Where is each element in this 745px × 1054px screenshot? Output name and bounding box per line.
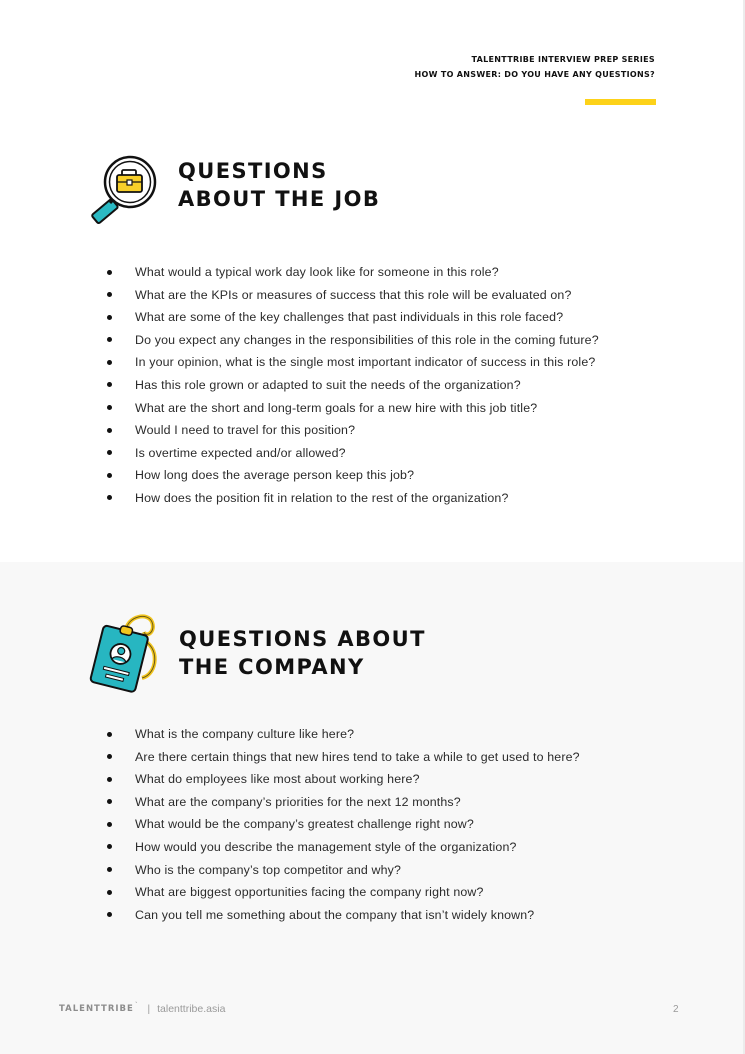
bullet-icon	[107, 799, 112, 804]
bullet-icon	[107, 337, 112, 342]
list-item: What are the short and long-term goals for a new hire with this job title?	[104, 397, 599, 420]
list-item: Who is the company’s top competitor and why?	[104, 859, 580, 882]
list-item: Has this role grown or adapted to suit the needs of the organization?	[104, 374, 599, 397]
list-item: How long does the average person keep this job?	[104, 464, 599, 487]
list-item: In your opinion, what is the single most important indicator of success in this role?	[104, 351, 599, 374]
list-item: What are the company’s priorities for the next 12 months?	[104, 791, 580, 814]
list-item: What are the KPIs or measures of success that this role will be evaluated on?	[104, 284, 599, 307]
bullet-icon	[107, 912, 112, 917]
bullet-icon	[107, 405, 112, 410]
id-badge-icon	[86, 612, 160, 694]
bullet-icon	[107, 777, 112, 782]
logo-tick-icon: ˋ	[134, 1000, 138, 1010]
list-item: What are some of the key challenges that past individuals in this role faced?	[104, 306, 599, 329]
list-item: What is the company culture like here?	[104, 723, 580, 746]
bullet-icon	[107, 473, 112, 478]
page-number: 2	[673, 1004, 679, 1015]
bullet-icon	[107, 450, 112, 455]
bullet-icon	[107, 270, 112, 275]
document-header	[415, 52, 655, 82]
bullet-icon	[107, 315, 112, 320]
list-item: What are biggest opportunities facing the company right now?	[104, 881, 580, 904]
list-item: What would be the company’s greatest challenge right now?	[104, 813, 580, 836]
list-item: What do employees like most about working here?	[104, 768, 580, 791]
list-item: How does the position fit in relation to the rest of the organization?	[104, 487, 599, 510]
bullet-icon	[107, 822, 112, 827]
section-title-job: QUESTIONS ABOUT THE JOB	[178, 159, 381, 211]
footer-separator: |	[147, 1003, 151, 1015]
bullet-icon	[107, 495, 112, 500]
footer-logo: TALENTTRIBE	[59, 1004, 134, 1014]
bullet-icon	[107, 732, 112, 737]
bullet-icon	[107, 360, 112, 365]
bullet-icon	[107, 890, 112, 895]
list-item: What would a typical work day look like for someone in this role?	[104, 261, 599, 284]
bullet-icon	[107, 844, 112, 849]
bullet-icon	[107, 292, 112, 297]
list-item: Can you tell me something about the company that isn’t widely known?	[104, 904, 580, 927]
list-item: How would you describe the management style of the organization?	[104, 836, 580, 859]
list-item: Do you expect any changes in the responsibilities of this role in the coming future?	[104, 329, 599, 352]
page-footer	[59, 1000, 226, 1015]
bullet-icon	[107, 428, 112, 433]
company-questions-list	[104, 723, 580, 926]
section-title-company: QUESTIONS ABOUT THE COMPANY	[179, 627, 426, 679]
list-item: Is overtime expected and/or allowed?	[104, 442, 599, 465]
accent-bar	[585, 99, 656, 105]
job-questions-list	[104, 261, 599, 510]
magnifier-briefcase-icon	[88, 153, 158, 225]
bullet-icon	[107, 867, 112, 872]
bullet-icon	[107, 754, 112, 759]
footer-website-link[interactable]: talenttribe.asia	[157, 1003, 226, 1015]
document-subtitle: HOW TO ANSWER: DO YOU HAVE ANY QUESTIONS?	[414, 70, 655, 79]
list-item: Would I need to travel for this position?	[104, 419, 599, 442]
list-item: Are there certain things that new hires tend to take a while to get used to here?	[104, 746, 580, 769]
bullet-icon	[107, 382, 112, 387]
series-title: TALENTTRIBE INTERVIEW PREP SERIES	[471, 55, 655, 64]
